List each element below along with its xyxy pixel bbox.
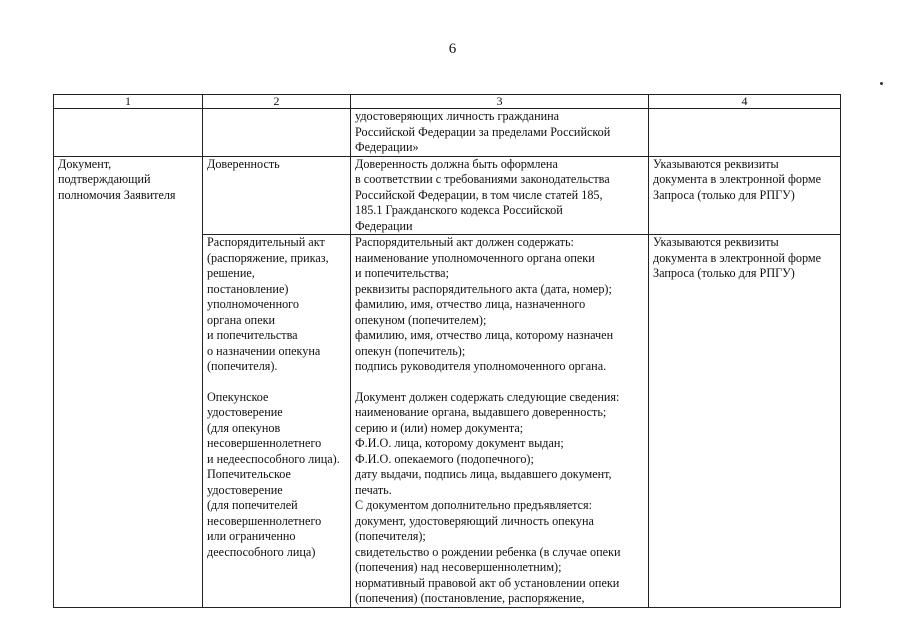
text-line: уполномоченного [207, 297, 299, 311]
text-line: наименование уполномоченного органа опеки [355, 250, 595, 265]
text-line: удостоверение [207, 482, 283, 497]
requirements-table [53, 94, 841, 608]
cell-electronic-form-note [649, 235, 841, 608]
text-line: Распорядительный акт должен содержать: [355, 235, 574, 249]
text-line: документ, удостоверяющий личность опекуна [355, 513, 594, 528]
text-line: (попечителя); [355, 529, 426, 543]
text-line: Опекунское [207, 389, 269, 404]
text-line: Федерации [355, 218, 413, 233]
text-line: документа в электронной форме [653, 250, 822, 265]
text-line: С документом дополнительно предъявляется: [355, 498, 593, 512]
cell-document-type [203, 235, 351, 608]
text-line: (для попечителей [207, 498, 298, 512]
text-line: Запроса (только для РПГУ) [653, 266, 795, 280]
text-line: несовершеннолетнего [207, 513, 322, 528]
cell-document-type [203, 156, 351, 235]
text-line: печать. [355, 482, 392, 497]
text-line: удостоверяющих личность гражданина [355, 109, 560, 123]
text-line: Документ, [58, 156, 112, 171]
cell-electronic-form-note [649, 156, 841, 235]
text-line: (попечения) над несовершеннолетним); [355, 560, 562, 574]
text-line: 185.1 Гражданского кодекса Российской [355, 203, 563, 217]
text-line: решение, [207, 266, 255, 280]
column-header-1: 1 [54, 95, 203, 109]
text-line: удостоверение [207, 405, 283, 419]
page-number: 6 [448, 41, 457, 57]
text-line: подтверждающий [58, 172, 151, 186]
text-line: Ф.И.О. опекаемого (подопечного); [355, 451, 534, 466]
text-line: фамилию, имя, отчество лица, которому назначен [355, 328, 614, 342]
text-line: (распоряжение, приказ, [207, 250, 329, 265]
text-line: дееспособного лица) [207, 544, 316, 559]
stray-dot [880, 82, 883, 85]
text-line: опекуном (попечителем); [355, 312, 487, 327]
text-line: Российской Федерации за пределами Российской [355, 124, 611, 139]
column-header-2: 2 [203, 95, 351, 109]
text-line: Федерации» [355, 140, 419, 154]
cell-empty [203, 109, 351, 157]
text-line: Указываются реквизиты [653, 156, 779, 171]
text-line: полномочия Заявителя [58, 187, 176, 202]
text-line: реквизиты распорядительного акта (дата, номер); [355, 281, 612, 296]
text-line: свидетельство о рождении ребенка (в случае опеки [355, 544, 621, 559]
text-line: Попечительское [207, 467, 291, 481]
text-line: Распорядительный акт [207, 235, 325, 249]
text-line: нормативный правовой акт об установлении опеки [355, 575, 620, 590]
text-line: и попечительства [207, 328, 298, 342]
text-line: Запроса (только для РПГУ) [653, 187, 795, 202]
column-header-4: 4 [649, 95, 841, 109]
text-line: серию и (или) номер документа; [355, 420, 524, 435]
text-line: и недееспособного лица). [207, 451, 340, 466]
text-line: (для опекунов [207, 420, 281, 435]
text-line: подпись руководителя уполномоченного органа. [355, 359, 607, 373]
text-line: опекун (попечитель); [355, 343, 466, 358]
cell-continued-description [351, 109, 649, 157]
text-line: наименование органа, выдавшего доверенность; [355, 405, 607, 419]
column-header-3: 3 [351, 95, 649, 109]
text-line: Доверенность [207, 156, 280, 171]
cell-requirements [351, 156, 649, 235]
text-line: (попечителя). [207, 359, 278, 373]
text-line: несовершеннолетнего [207, 436, 322, 450]
text-line: (попечения) (постановление, распоряжение, [355, 591, 585, 605]
text-line: документа в электронной форме [653, 172, 822, 186]
header-row [54, 95, 841, 109]
text-line: или ограниченно [207, 529, 296, 543]
spacer [355, 375, 644, 390]
table-row-power-of-attorney [54, 156, 841, 235]
cell-document-category [54, 156, 203, 607]
text-line: о назначении опекуна [207, 343, 321, 358]
text-line: постановление) [207, 281, 289, 296]
table-row-continuation [54, 109, 841, 157]
text-line: Указываются реквизиты [653, 235, 779, 249]
spacer [207, 375, 346, 390]
cell-empty [649, 109, 841, 157]
text-line: Российской Федерации, в том числе статей 185, [355, 187, 603, 202]
cell-empty [54, 109, 203, 157]
text-line: Документ должен содержать следующие сведения: [355, 389, 620, 404]
cell-requirements [351, 235, 649, 608]
text-line: дату выдачи, подпись лица, выдавшего документ, [355, 467, 612, 481]
text-line: и попечительства; [355, 266, 449, 280]
text-line: Доверенность должна быть оформлена [355, 156, 558, 171]
text-line: в соответствии с требованиями законодательства [355, 172, 610, 186]
text-line: фамилию, имя, отчество лица, назначенного [355, 297, 586, 311]
text-line: органа опеки [207, 312, 276, 327]
text-line: Ф.И.О. лица, которому документ выдан; [355, 436, 564, 450]
